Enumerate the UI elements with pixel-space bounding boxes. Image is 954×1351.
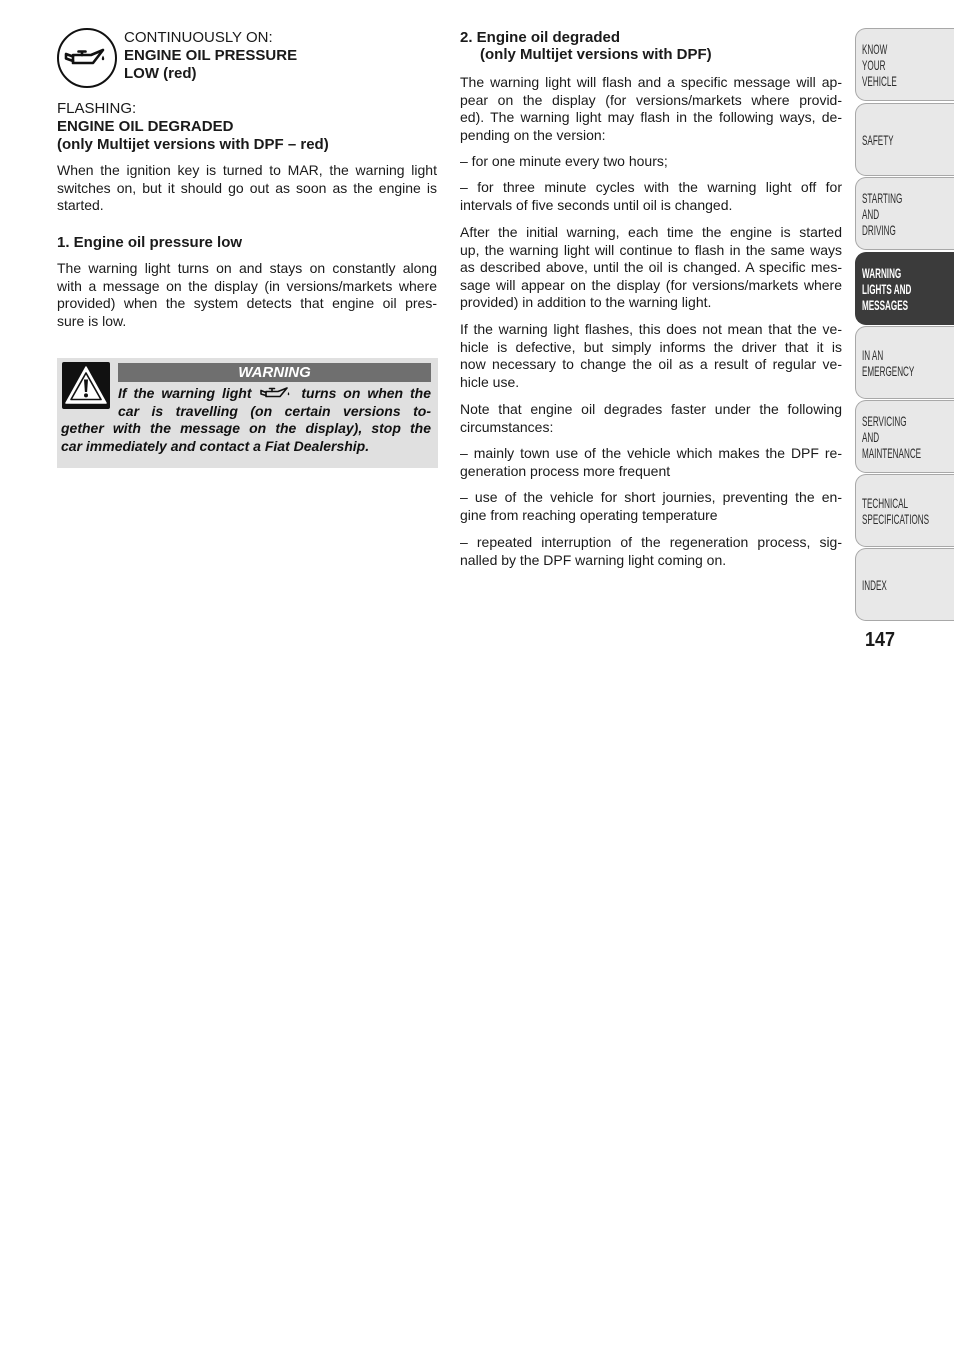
text-line: pear on the display (for versions/markets where provid- (460, 91, 842, 108)
text-line: – for one minute every two hours; (460, 153, 668, 169)
paragraph (460, 401, 842, 436)
text-line: – for three minute cycles with the warning light off for (460, 179, 842, 195)
engine-oil-pressure-icon (56, 27, 118, 89)
text-line: up, the warning light will continue to flash in the same ways (460, 241, 842, 258)
text-line: sure is low. (57, 312, 127, 329)
warning-text-line: car immediately and contact a Fiat Dealership. (61, 438, 370, 455)
list-item (460, 534, 842, 569)
status-label: CONTINUOUSLY ON: (124, 29, 273, 46)
tab-label: DRIVING (862, 221, 896, 238)
text-line: – mainly town use of the vehicle which makes the DPF re- (460, 445, 842, 461)
text-line: The warning light will flash and a specific message will ap- (460, 74, 842, 90)
status-label: FLASHING: (57, 100, 137, 117)
warning-text (61, 385, 431, 456)
section-1-heading: 1. Engine oil pressure low (57, 234, 243, 251)
text-line: with a message on the display (in versions/markets where (57, 277, 437, 294)
tab-label: INDEX (862, 576, 887, 593)
text-line: Note that engine oil degrades faster under the following (460, 401, 842, 417)
text-line: intervals of five seconds until oil is changed. (460, 196, 733, 213)
warning-text-line: gether with the message on the display), stop the (61, 420, 431, 437)
tab-label: MAINTENANCE (862, 444, 922, 461)
tab-label: AND (862, 428, 880, 445)
text-line: hicle is defective, but simply informs the driver that it is (460, 338, 842, 355)
text-line: nalled by the DPF warning light coming on. (460, 551, 727, 568)
tab-safety[interactable] (855, 103, 954, 176)
warning-text-segment: turns on when the (301, 385, 432, 401)
tab-warning-lights-and-messages[interactable] (855, 252, 954, 325)
text-line: pending on the version: (460, 126, 606, 143)
warning-text-line (61, 385, 431, 403)
warning-text-line: car is travelling (on certain versions to- (118, 402, 431, 419)
status-title: ENGINE OIL PRESSURE (124, 47, 298, 64)
tab-label: SAFETY (862, 131, 894, 148)
status-subtitle: (only Multijet versions with DPF – red) (57, 136, 329, 153)
ignition-paragraph (57, 162, 437, 215)
list-item (460, 445, 842, 480)
tab-label: AND (862, 205, 880, 222)
tab-know-your-vehicle[interactable] (855, 28, 954, 101)
text-line: gine from reaching operating temperature (460, 506, 718, 523)
text-line: switches on, but it should go out as soon as the engine is (57, 179, 437, 196)
status-title: ENGINE OIL DEGRADED (57, 118, 234, 135)
tab-label: TECHNICAL (862, 494, 909, 511)
tab-starting-and-driving[interactable] (855, 177, 954, 250)
list-item (460, 153, 842, 171)
tab-label: EMERGENCY (862, 362, 915, 379)
text-line: provided) when the system detects that engine oil pres- (57, 295, 437, 312)
tab-label: STARTING (862, 189, 903, 206)
text-line: – use of the vehicle for short journies, preventing the en- (460, 489, 842, 505)
text-line: circumstances: (460, 418, 554, 435)
paragraph (460, 74, 842, 144)
text-line: generation process more frequent (460, 462, 671, 479)
flashing-status-block (57, 100, 329, 154)
text-line: When the ignition key is turned to MAR, the warning light (57, 162, 437, 178)
tab-label: KNOW (862, 40, 888, 57)
tab-label: SPECIFICATIONS (862, 510, 930, 527)
text-line: as described above, until the oil is changed. A specific mes- (460, 259, 842, 276)
tab-in-an-emergency[interactable] (855, 326, 954, 399)
text-line: The warning light turns on and stays on constantly along (57, 260, 437, 276)
tab-label: IN AN (862, 346, 884, 363)
engine-oil-icon (258, 385, 294, 400)
text-line: sage will appear on the display (for versions/markets where (460, 276, 842, 293)
section-2-subheading: (only Multijet versions with DPF) (480, 46, 712, 63)
paragraph (460, 321, 842, 391)
text-line: ed). The warning light may flash in the following ways, de- (460, 109, 842, 126)
warning-box (57, 358, 438, 468)
tab-label: VEHICLE (862, 72, 897, 89)
text-line: started. (57, 197, 104, 214)
text-line: If the warning light flashes, this does not mean that the ve- (460, 321, 842, 337)
page-number: 147 (865, 629, 896, 651)
warning-header: WARNING (118, 363, 431, 382)
text-line: now necessary to change the oil as a result of regular ve- (460, 356, 842, 373)
status-title: LOW (red) (124, 65, 197, 82)
tab-index[interactable] (855, 548, 954, 621)
list-item (460, 489, 842, 524)
section-1-paragraph (57, 260, 437, 330)
tab-label: LIGHTS AND (862, 280, 912, 297)
tab-label: SERVICING (862, 412, 907, 429)
section-2-heading-block (460, 29, 712, 63)
text-line: provided) in addition to the warning light. (460, 294, 712, 311)
tab-label: MESSAGES (862, 296, 909, 313)
section-2-heading: 2. Engine oil degraded (460, 29, 621, 46)
text-line: – repeated interruption of the regeneration process, sig- (460, 534, 842, 550)
tab-technical-specifications[interactable] (855, 474, 954, 547)
text-line: After the initial warning, each time the engine is started (460, 224, 842, 240)
tab-servicing-and-maintenance[interactable] (855, 400, 954, 473)
continuous-status-block (124, 29, 297, 83)
tab-label: WARNING (862, 264, 902, 281)
list-item (460, 179, 842, 214)
warning-text-segment: If the warning light (118, 385, 252, 401)
paragraph (460, 224, 842, 312)
tab-label: YOUR (862, 56, 886, 73)
text-line: hicle use. (460, 373, 520, 390)
